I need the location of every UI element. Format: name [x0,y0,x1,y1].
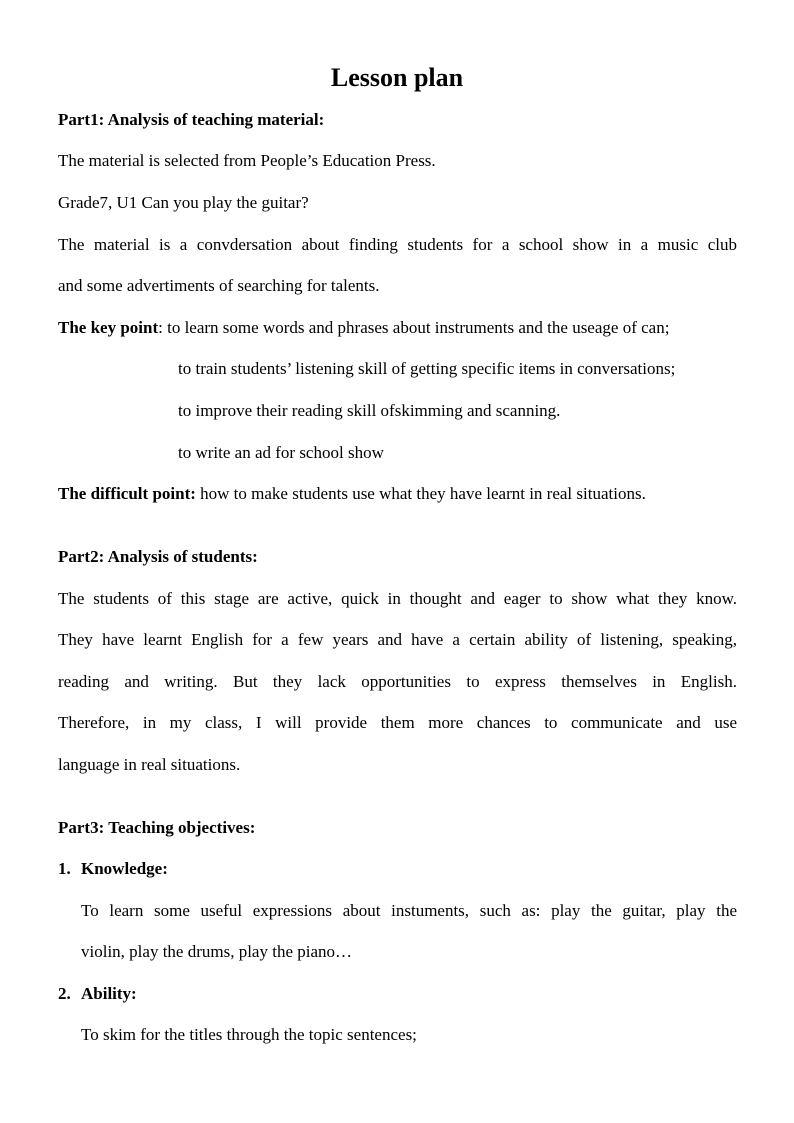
part1-desc-line2: and some advertiments of searching for talents. [58,276,380,295]
part1-heading: Part1: Analysis of teaching material: [58,110,325,129]
difficult-point-text: how to make students use what they have learnt in real situations. [195,484,646,503]
part2-line-5: language in real situations. [58,755,241,774]
key-point-line-1 [58,317,669,339]
objective-number: 1. [58,859,71,878]
objective-knowledge-line-1: To learn some useful expressions about instuments, such as: play the guitar, play the [81,901,737,920]
difficult-point-label: The difficult point: [58,484,196,503]
part1-desc-line1: The material is a convdersation about finding students for a school show in a music club [58,235,737,254]
part1-unit: Grade7, U1 Can you play the guitar? [58,193,309,212]
part2-line-2: They have learnt English for a few years and have a certain ability of listening, speaking, [58,630,737,649]
key-point-line-4: to write an ad for school show [178,443,384,462]
part2-line-3: reading and writing. But they lack opportunities to express themselves in English. [58,672,737,691]
key-point-text: : to learn some words and phrases about instruments and the useage of can; [158,318,670,337]
part2-line-1: The students of this stage are active, quick in thought and eager to show what they know. [58,589,737,608]
key-point-line-3: to improve their reading skill ofskimming and scanning. [178,401,561,420]
part2-line-4: Therefore, in my class, I will provide them more chances to communicate and use [58,713,737,732]
part1-source: The material is selected from People’s Education Press. [58,151,436,170]
objective-ability-heading [58,983,137,1005]
key-point-label: The key point [58,318,159,337]
difficult-point-line [58,483,646,505]
part3-heading: Part3: Teaching objectives: [58,818,256,837]
document-title: Lesson plan [330,63,464,92]
key-point-line-2: to train students’ listening skill of getting specific items in conversations; [178,359,676,378]
objective-ability-line-1: To skim for the titles through the topic sentences; [81,1025,417,1044]
objective-label: Knowledge: [81,859,168,878]
objective-knowledge-line-2: violin, play the drums, play the piano… [81,942,353,961]
objective-knowledge-heading [58,858,168,880]
part2-heading: Part2: Analysis of students: [58,547,258,566]
objective-label: Ability: [81,984,137,1003]
objective-number: 2. [58,984,71,1003]
